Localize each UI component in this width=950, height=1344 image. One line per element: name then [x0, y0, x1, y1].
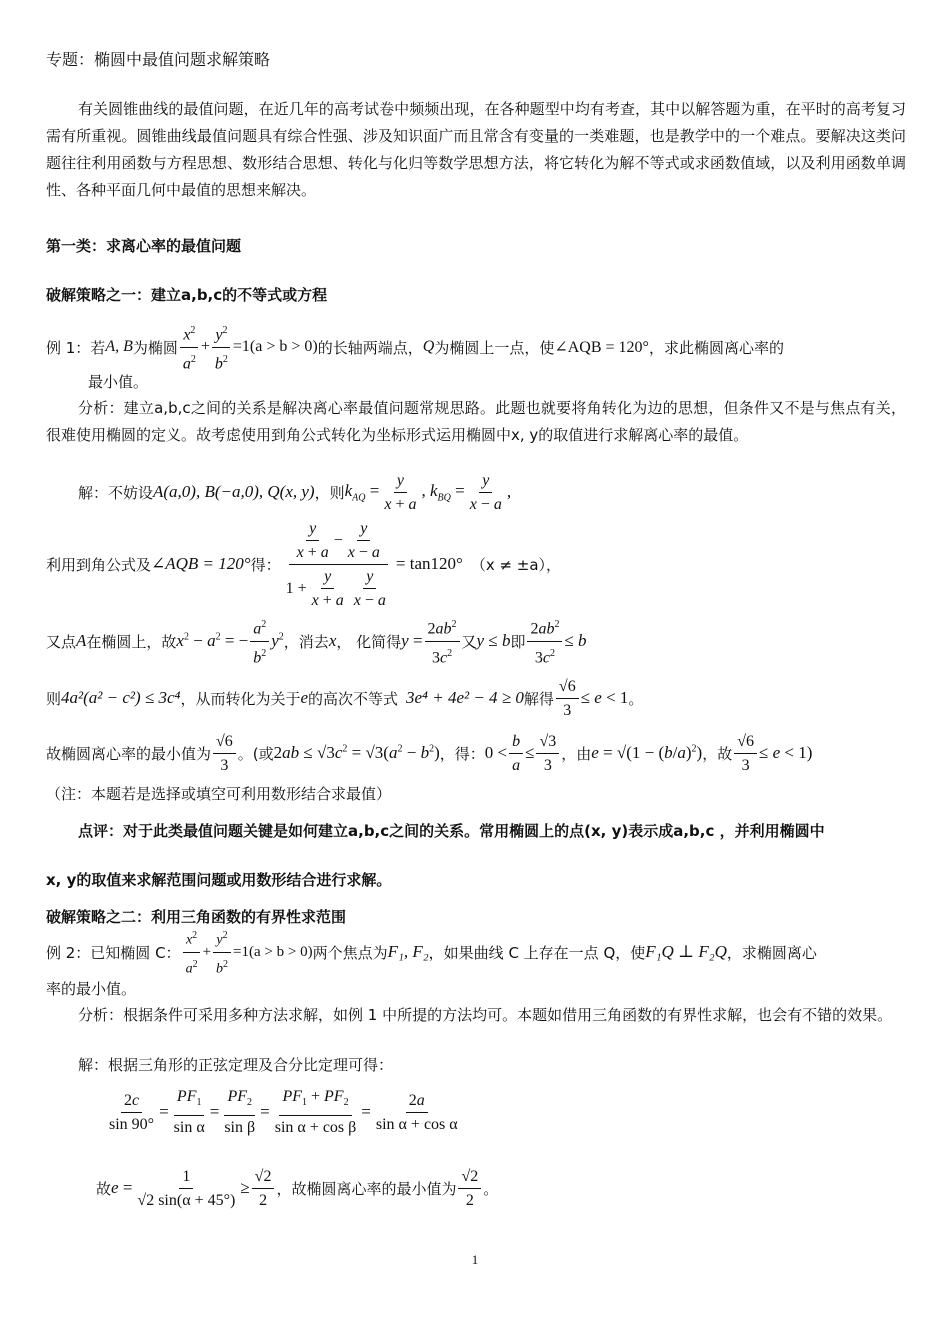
example-2-line2: 率的最小值。	[46, 980, 137, 998]
sol1-l3-c: ，消去	[283, 632, 329, 651]
sol1-l4-d: 解得	[523, 689, 554, 708]
ex1-frac-y: $\frac{y^2}{b^2}$	[212, 321, 231, 373]
ex2-foci: F₁, F₂	[387, 942, 429, 961]
section-heading-1: 第一类：求离心率的最值问题	[46, 237, 242, 255]
sol1-lead: 解：不妨设	[78, 483, 154, 502]
ex2-perp: F₁Q ⊥ F₂Q	[645, 942, 727, 961]
sol1-l5-a: 故椭圆离心率的最小值为	[46, 744, 212, 763]
ex2-lead: 例 2：已知椭圆 C：	[46, 943, 181, 962]
sol1-l3-b: 在椭圆上，故	[86, 632, 177, 651]
sol1-points: A(a,0), B(−a,0), Q(x, y)	[153, 482, 315, 501]
sol1-then: ，则	[314, 483, 345, 502]
comment-1-line2: x, y的取值来求解范围问题或用数形结合进行求解。	[46, 871, 392, 889]
sol1-l5-e: ，故	[702, 744, 733, 763]
ex1-mid2: 的长轴两端点，	[317, 338, 423, 357]
ex2-mid2: ，如果曲线 C 上存在一点 Q，使	[428, 943, 646, 962]
sol1-l2-get: 得：	[250, 555, 281, 574]
analysis-1: 分析：建立a,b,c之间的关系是解决离心率最值问题常规思路。此题也就要将角转化为边的思想，但条件又不是与焦点有关，很难使用椭圆的定义。故考虑使用到角公式转化为坐标形式运用椭圆中x, y的取值进行求解离心率的最值。	[46, 399, 906, 444]
example-1-statement: 例 1：若 A, B 为椭圆 $\frac{x^2}{a^2}$ + $\frac{y^2}{b^2}$ =1(a > b > 0) 的长轴两端点， Q 为椭圆上一点，使 ∠AQB = 120° ，求此椭圆离心率的	[46, 326, 784, 368]
ex2-condition: =1(a > b > 0)	[233, 943, 313, 960]
ex1-points: A, B	[105, 338, 133, 355]
sol1-l3-a: 又点	[46, 632, 77, 651]
solution-2-lead: 解：根据三角形的正弦定理及合分比定理可得：	[78, 1056, 394, 1074]
sol1-l3-e: 又	[461, 632, 477, 651]
sol1-l3-d: ， 化简得	[336, 632, 402, 651]
strategy-heading-1: 破解策略之一：建立a,b,c的不等式或方程	[46, 286, 328, 304]
sol1-l2-angle: ∠AQB = 120°	[151, 554, 251, 573]
ex2-mid: 两个焦点为	[312, 943, 388, 962]
solution-1-line5: 故椭圆离心率的最小值为 $\frac{√6}{3}$ 。(或 $2ab \le √3c^2 = √3(a^2 - b^2)$ ，得： 0 < $\frac{b}{a}$ ≤ $\frac{√3}{3}$ ，由 $e = √(1 - (b/a)^2)$ ，故 $\frac{√6}{3}$ ≤ e < 1)	[46, 732, 813, 774]
solution-1-line4: 则 4a²(a² − c²) ≤ 3c⁴ ，从而转化为关于 e 的高次不等式 3e⁴ + 4e² − 4 ≥ 0 解得 $\frac{√6}{3}$ ≤ e < 1 。	[46, 677, 644, 719]
sol1-l4-ineq: 4a²(a² − c²) ≤ 3c⁴	[61, 688, 181, 707]
solution-1-note: （注：本题若是选择或填空可利用数形结合求最值）	[46, 785, 392, 803]
sol1-l4-poly: 3e⁴ + 4e² − 4 ≥ 0	[406, 688, 524, 707]
solution-1-line2	[46, 518, 561, 610]
ex1-q: Q	[422, 338, 435, 355]
ex1-lead: 例 1：若	[46, 338, 106, 357]
sol1-l2-lead: 利用到角公式及	[46, 555, 152, 574]
sol2-tail-b: 。	[483, 1179, 499, 1198]
intro-paragraph: 有关圆锥曲线的最值问题，在近几年的高考试卷中频频出现，在各种题型中均有考查，其中以解答题为重，在平时的高考复习需有所重视。圆锥曲线最值问题具有综合性强、涉及知识面广而且常含有变量的一类难题，也是教学中的一个难点。要解决这类问题往往利用函数与方程思想、数形结合思想、转化与化归等数学思想方法，将它转化为解不等式或求函数值域，以及利用函数单调性、各种平面几何中最值的思想来解决。	[46, 100, 906, 199]
sol1-l2-cond: （x ≠ ±a），	[470, 555, 562, 574]
solution-1-line1: 解：不妨设 A(a,0), B(−a,0), Q(x, y) ，则 $k_{AQ}$ = $\frac{y}{x + a}$ , $k_{BQ}$ = $\frac{y}{x - a}$ ,	[78, 471, 512, 513]
sol1-l4-a: 则	[46, 689, 62, 708]
analysis-2: 分析：根据条件可采用多种方法求解，如例 1 中所提的方法均可。本题如借用三角函数的有界性求解，也会有不错的效果。	[78, 1006, 893, 1024]
ex1-condition: =1(a > b > 0)	[232, 338, 318, 355]
solution-2-result: 故 e = $\frac{1}{√2 \sin(\alpha + 45^\circ)}$ ≥ $\frac{√2}{2}$ ，故椭圆离心率的最小值为 $\frac{√2}{2}$ 。	[96, 1167, 499, 1209]
sol2-tail-a: ，故椭圆离心率的最小值为	[276, 1179, 457, 1198]
sine-law-equation: $\frac{2c}{\sin 90^\circ}$ = $\frac{PF_1}{\text{sin α}}$ = $\frac{PF_2}{\text{sin β}}$ = $\frac{PF_1 + PF_2}{\text{sin α + cos β}}$ = $\frac{2a}{\text{sin α + cos α}}$	[109, 1088, 458, 1136]
ex1-mid1: 为椭圆	[132, 338, 178, 357]
sol1-l4-b: ，从而转化为关于	[180, 689, 301, 708]
example-2-statement: 例 2：已知椭圆 C： $\frac{x^2}{a^2}$ + $\frac{y^2}{b^2}$ =1(a > b > 0) 两个焦点为 F₁, F₂ ，如果曲线 C 上存在一点 Q，使 F₁Q ⊥ F₂Q ，求椭圆离心	[46, 930, 817, 974]
ex2-tail: ，求椭圆离心	[726, 943, 817, 962]
ex1-frac-x: $\frac{x^2}{a^2}$	[180, 321, 199, 373]
page-title: 专题：椭圆中最值问题求解策略	[46, 50, 271, 69]
page-number: 1	[471, 1252, 479, 1267]
strategy-heading-2: 破解策略之二：利用三角函数的有界性求范围	[46, 908, 347, 926]
comment-1-line1: 点评：对于此类最值问题关键是如何建立a,b,c之间的关系。常用椭圆上的点(x, y)表示成a,b,c ，并利用椭圆中	[78, 822, 825, 840]
sol1-l5-d: ，由	[561, 744, 592, 763]
ex1-mid3: 为椭圆上一点，使	[434, 338, 555, 357]
ex1-angle: ∠AQB = 120°	[554, 339, 649, 356]
sol1-l5-c: ，得：	[439, 744, 485, 763]
sol1-l5-b: 。(或	[237, 744, 274, 763]
to-angle-fraction: $\frac{y}{x + a}$ − $\frac{y}{x - a}$ 1 + $\frac{y}{x + a}$ $\frac{y}{x - a}$	[285, 519, 386, 609]
sol1-l4-c: 的高次不等式	[308, 689, 399, 708]
sol1-l2-eq: = tan120°	[395, 554, 463, 573]
sol1-l3-f: 即	[510, 632, 526, 651]
example-1-line2: 最小值。	[88, 373, 149, 391]
solution-1-line3: 又点 A 在椭圆上，故 $x^2 - a^2$ = − $\frac{a^2}{b^2}$ $y^2$ ，消去 x ， 化简得 y = $\frac{2ab^2}{3c^2}$ 又 y ≤ b 即 $\frac{2ab^2}{3c^2}$ ≤ b	[46, 617, 587, 665]
sol2-e-lead: 故	[96, 1179, 112, 1198]
ex1-tail: ，求此椭圆离心率的	[648, 338, 784, 357]
